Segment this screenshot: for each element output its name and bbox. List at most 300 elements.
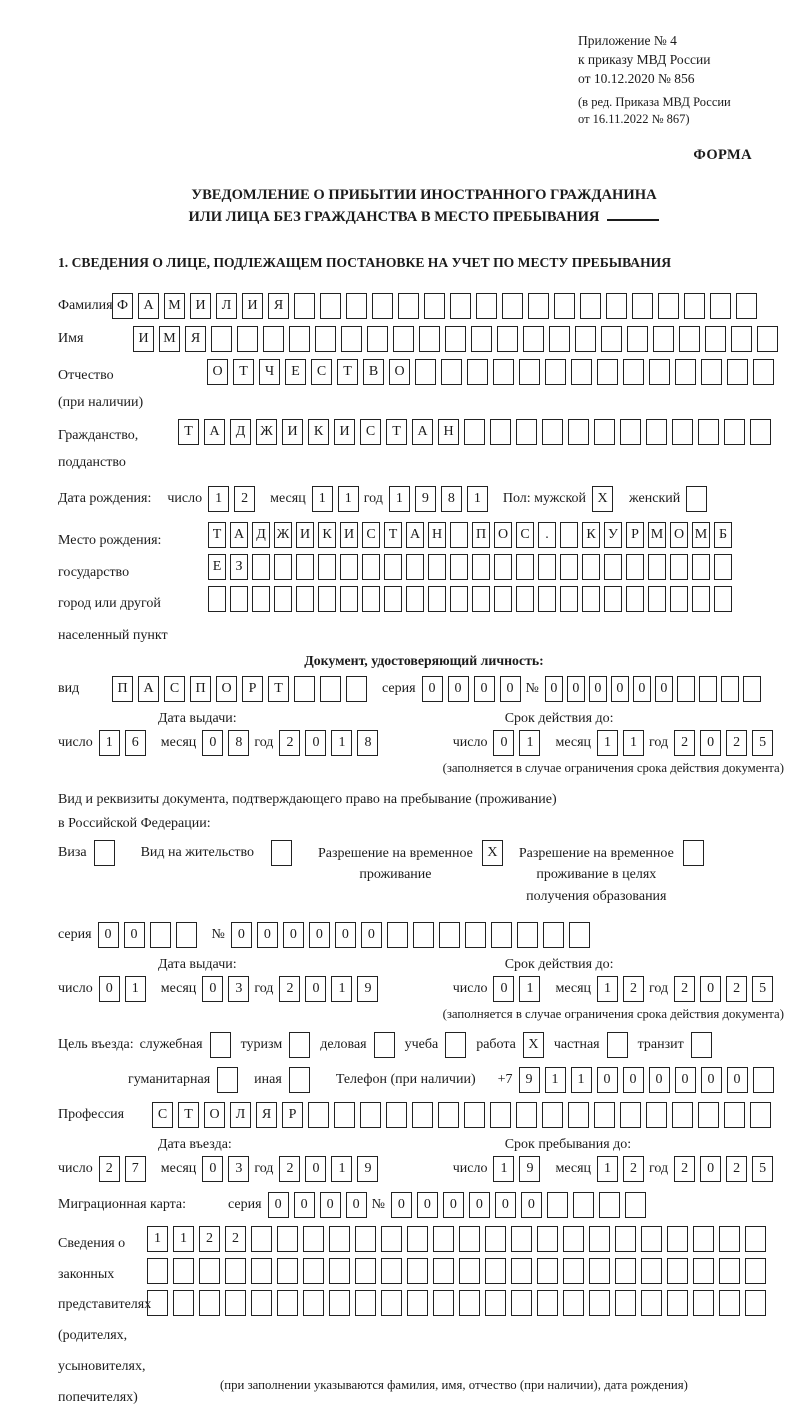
char-cell[interactable] (519, 359, 540, 385)
char-cell[interactable] (340, 586, 358, 612)
char-cell[interactable]: 1 (331, 1156, 352, 1182)
char-cell[interactable] (571, 359, 592, 385)
humanitarian-checkbox[interactable] (217, 1067, 238, 1093)
char-cell[interactable]: 1 (331, 976, 352, 1002)
char-cell[interactable] (252, 554, 270, 580)
char-cell[interactable] (277, 1290, 298, 1316)
char-cell[interactable]: И (340, 522, 358, 548)
char-cell[interactable] (173, 1290, 194, 1316)
char-cell[interactable] (485, 1290, 506, 1316)
char-cell[interactable] (537, 1226, 558, 1252)
char-cell[interactable] (575, 326, 596, 352)
char-cell[interactable] (731, 326, 752, 352)
char-cell[interactable]: П (190, 676, 211, 702)
char-cell[interactable]: М (648, 522, 666, 548)
char-cell[interactable]: 0 (567, 676, 585, 702)
char-cell[interactable] (362, 586, 380, 612)
char-cell[interactable] (641, 1226, 662, 1252)
char-cell[interactable] (274, 586, 292, 612)
char-cell[interactable] (471, 326, 492, 352)
char-cell[interactable] (563, 1290, 584, 1316)
char-cell[interactable]: И (282, 419, 303, 445)
char-cell[interactable] (320, 676, 341, 702)
char-cell[interactable]: Я (256, 1102, 277, 1128)
residence-permit-checkbox[interactable] (271, 840, 292, 866)
char-cell[interactable] (381, 1226, 402, 1252)
char-cell[interactable]: 0 (283, 922, 304, 948)
char-cell[interactable] (646, 1102, 667, 1128)
char-cell[interactable] (341, 326, 362, 352)
char-cell[interactable]: Т (337, 359, 358, 385)
char-cell[interactable] (648, 554, 666, 580)
char-cell[interactable] (589, 1290, 610, 1316)
char-cell[interactable]: 5 (752, 1156, 773, 1182)
char-cell[interactable] (538, 586, 556, 612)
char-cell[interactable] (750, 419, 771, 445)
char-cell[interactable] (568, 1102, 589, 1128)
char-cell[interactable]: 2 (234, 486, 255, 512)
char-cell[interactable]: М (164, 293, 185, 319)
char-cell[interactable] (626, 586, 644, 612)
char-cell[interactable]: 1 (312, 486, 333, 512)
char-cell[interactable]: 2 (623, 976, 644, 1002)
char-cell[interactable] (745, 1290, 766, 1316)
char-cell[interactable]: 0 (701, 1067, 722, 1093)
char-cell[interactable] (675, 359, 696, 385)
char-cell[interactable] (511, 1290, 532, 1316)
char-cell[interactable] (393, 326, 414, 352)
char-cell[interactable]: Ж (274, 522, 292, 548)
char-cell[interactable] (679, 326, 700, 352)
char-cell[interactable] (625, 1192, 646, 1218)
char-cell[interactable] (615, 1290, 636, 1316)
char-cell[interactable] (537, 1290, 558, 1316)
char-cell[interactable] (485, 1258, 506, 1284)
char-cell[interactable] (554, 293, 575, 319)
char-cell[interactable] (472, 554, 490, 580)
char-cell[interactable] (714, 586, 732, 612)
char-cell[interactable] (698, 419, 719, 445)
char-cell[interactable]: 2 (279, 730, 300, 756)
private-checkbox[interactable] (607, 1032, 628, 1058)
char-cell[interactable] (441, 359, 462, 385)
char-cell[interactable] (472, 586, 490, 612)
char-cell[interactable] (658, 293, 679, 319)
char-cell[interactable]: С (360, 419, 381, 445)
char-cell[interactable]: 1 (597, 976, 618, 1002)
char-cell[interactable]: О (389, 359, 410, 385)
char-cell[interactable]: 5 (752, 976, 773, 1002)
char-cell[interactable]: Р (626, 522, 644, 548)
char-cell[interactable] (230, 586, 248, 612)
char-cell[interactable]: 1 (493, 1156, 514, 1182)
char-cell[interactable]: К (318, 522, 336, 548)
char-cell[interactable]: 5 (752, 730, 773, 756)
char-cell[interactable]: 8 (357, 730, 378, 756)
char-cell[interactable]: 6 (125, 730, 146, 756)
char-cell[interactable]: 9 (415, 486, 436, 512)
char-cell[interactable] (251, 1290, 272, 1316)
char-cell[interactable]: Б (714, 522, 732, 548)
char-cell[interactable]: О (494, 522, 512, 548)
char-cell[interactable]: Н (438, 419, 459, 445)
char-cell[interactable] (615, 1226, 636, 1252)
char-cell[interactable] (346, 676, 367, 702)
char-cell[interactable] (251, 1226, 272, 1252)
char-cell[interactable] (632, 293, 653, 319)
char-cell[interactable]: 0 (521, 1192, 542, 1218)
study-checkbox[interactable] (445, 1032, 466, 1058)
char-cell[interactable] (589, 1226, 610, 1252)
char-cell[interactable]: 2 (674, 1156, 695, 1182)
char-cell[interactable]: О (207, 359, 228, 385)
char-cell[interactable] (641, 1290, 662, 1316)
char-cell[interactable]: 7 (125, 1156, 146, 1182)
char-cell[interactable]: И (242, 293, 263, 319)
char-cell[interactable] (516, 554, 534, 580)
char-cell[interactable] (653, 326, 674, 352)
business-checkbox[interactable] (374, 1032, 395, 1058)
char-cell[interactable]: Я (185, 326, 206, 352)
char-cell[interactable]: 0 (305, 1156, 326, 1182)
char-cell[interactable] (225, 1290, 246, 1316)
char-cell[interactable] (692, 554, 710, 580)
char-cell[interactable] (199, 1258, 220, 1284)
char-cell[interactable]: 1 (99, 730, 120, 756)
char-cell[interactable] (318, 554, 336, 580)
char-cell[interactable] (294, 676, 315, 702)
char-cell[interactable] (211, 326, 232, 352)
char-cell[interactable] (355, 1290, 376, 1316)
char-cell[interactable] (406, 554, 424, 580)
char-cell[interactable]: 0 (469, 1192, 490, 1218)
char-cell[interactable] (511, 1226, 532, 1252)
char-cell[interactable] (413, 922, 434, 948)
char-cell[interactable] (407, 1290, 428, 1316)
char-cell[interactable]: С (164, 676, 185, 702)
char-cell[interactable] (176, 922, 197, 948)
char-cell[interactable]: 0 (294, 1192, 315, 1218)
char-cell[interactable]: 0 (202, 1156, 223, 1182)
char-cell[interactable]: 2 (726, 1156, 747, 1182)
female-checkbox[interactable] (686, 486, 707, 512)
char-cell[interactable]: З (230, 554, 248, 580)
char-cell[interactable] (329, 1226, 350, 1252)
char-cell[interactable] (490, 419, 511, 445)
char-cell[interactable]: 0 (335, 922, 356, 948)
char-cell[interactable] (549, 326, 570, 352)
char-cell[interactable] (623, 359, 644, 385)
char-cell[interactable]: М (159, 326, 180, 352)
char-cell[interactable] (386, 1102, 407, 1128)
official-checkbox[interactable] (210, 1032, 231, 1058)
char-cell[interactable] (412, 1102, 433, 1128)
char-cell[interactable] (303, 1226, 324, 1252)
char-cell[interactable]: 0 (597, 1067, 618, 1093)
char-cell[interactable]: 1 (125, 976, 146, 1002)
char-cell[interactable] (569, 922, 590, 948)
char-cell[interactable] (407, 1258, 428, 1284)
char-cell[interactable] (517, 922, 538, 948)
char-cell[interactable] (450, 586, 468, 612)
char-cell[interactable]: 1 (331, 730, 352, 756)
char-cell[interactable]: 0 (346, 1192, 367, 1218)
char-cell[interactable] (724, 419, 745, 445)
char-cell[interactable] (450, 554, 468, 580)
char-cell[interactable] (263, 326, 284, 352)
char-cell[interactable]: А (412, 419, 433, 445)
char-cell[interactable] (710, 293, 731, 319)
char-cell[interactable] (459, 1258, 480, 1284)
char-cell[interactable]: А (230, 522, 248, 548)
char-cell[interactable]: Т (386, 419, 407, 445)
char-cell[interactable]: Т (178, 1102, 199, 1128)
char-cell[interactable] (753, 1067, 774, 1093)
char-cell[interactable]: А (138, 293, 159, 319)
char-cell[interactable]: 2 (99, 1156, 120, 1182)
char-cell[interactable] (705, 326, 726, 352)
char-cell[interactable] (693, 1290, 714, 1316)
char-cell[interactable]: 0 (649, 1067, 670, 1093)
char-cell[interactable] (465, 922, 486, 948)
char-cell[interactable] (698, 1102, 719, 1128)
char-cell[interactable] (289, 326, 310, 352)
char-cell[interactable] (582, 554, 600, 580)
char-cell[interactable]: Р (242, 676, 263, 702)
char-cell[interactable]: 0 (589, 676, 607, 702)
char-cell[interactable] (604, 586, 622, 612)
char-cell[interactable] (667, 1290, 688, 1316)
char-cell[interactable]: 0 (474, 676, 495, 702)
char-cell[interactable] (225, 1258, 246, 1284)
char-cell[interactable] (199, 1290, 220, 1316)
char-cell[interactable]: 9 (357, 976, 378, 1002)
char-cell[interactable] (667, 1258, 688, 1284)
char-cell[interactable]: Т (233, 359, 254, 385)
char-cell[interactable]: 0 (448, 676, 469, 702)
char-cell[interactable] (237, 326, 258, 352)
char-cell[interactable] (601, 326, 622, 352)
char-cell[interactable]: 1 (519, 730, 540, 756)
char-cell[interactable] (360, 1102, 381, 1128)
char-cell[interactable] (528, 293, 549, 319)
tourism-checkbox[interactable] (289, 1032, 310, 1058)
char-cell[interactable]: У (604, 522, 622, 548)
char-cell[interactable] (582, 586, 600, 612)
char-cell[interactable]: Н (428, 522, 446, 548)
char-cell[interactable] (445, 326, 466, 352)
char-cell[interactable] (372, 293, 393, 319)
char-cell[interactable] (516, 1102, 537, 1128)
char-cell[interactable]: 0 (493, 976, 514, 1002)
char-cell[interactable] (464, 1102, 485, 1128)
char-cell[interactable] (516, 586, 534, 612)
char-cell[interactable] (296, 586, 314, 612)
char-cell[interactable]: Т (178, 419, 199, 445)
char-cell[interactable] (573, 1192, 594, 1218)
char-cell[interactable] (381, 1258, 402, 1284)
char-cell[interactable] (721, 676, 739, 702)
char-cell[interactable] (719, 1226, 740, 1252)
char-cell[interactable]: 0 (417, 1192, 438, 1218)
char-cell[interactable]: 0 (268, 1192, 289, 1218)
char-cell[interactable] (615, 1258, 636, 1284)
char-cell[interactable] (646, 419, 667, 445)
char-cell[interactable]: И (190, 293, 211, 319)
char-cell[interactable]: Е (285, 359, 306, 385)
char-cell[interactable] (294, 293, 315, 319)
char-cell[interactable]: А (406, 522, 424, 548)
char-cell[interactable] (252, 586, 270, 612)
char-cell[interactable]: Д (230, 419, 251, 445)
char-cell[interactable] (641, 1258, 662, 1284)
char-cell[interactable]: 2 (674, 976, 695, 1002)
char-cell[interactable]: 0 (700, 1156, 721, 1182)
char-cell[interactable] (589, 1258, 610, 1284)
char-cell[interactable] (714, 554, 732, 580)
char-cell[interactable]: Р (282, 1102, 303, 1128)
char-cell[interactable]: О (670, 522, 688, 548)
char-cell[interactable] (599, 1192, 620, 1218)
char-cell[interactable]: С (516, 522, 534, 548)
char-cell[interactable] (693, 1258, 714, 1284)
char-cell[interactable]: 1 (147, 1226, 168, 1252)
char-cell[interactable]: 0 (320, 1192, 341, 1218)
temp-residence-edu-checkbox[interactable] (683, 840, 704, 866)
char-cell[interactable] (459, 1290, 480, 1316)
char-cell[interactable]: 0 (700, 730, 721, 756)
char-cell[interactable]: 3 (228, 976, 249, 1002)
char-cell[interactable]: Я (268, 293, 289, 319)
char-cell[interactable] (274, 554, 292, 580)
char-cell[interactable]: М (692, 522, 710, 548)
char-cell[interactable] (450, 522, 468, 548)
char-cell[interactable]: 8 (228, 730, 249, 756)
char-cell[interactable] (346, 293, 367, 319)
char-cell[interactable]: Ж (256, 419, 277, 445)
char-cell[interactable] (320, 293, 341, 319)
char-cell[interactable] (277, 1258, 298, 1284)
char-cell[interactable]: 0 (443, 1192, 464, 1218)
char-cell[interactable]: 0 (655, 676, 673, 702)
char-cell[interactable]: 0 (231, 922, 252, 948)
char-cell[interactable] (511, 1258, 532, 1284)
char-cell[interactable] (428, 586, 446, 612)
char-cell[interactable] (563, 1258, 584, 1284)
char-cell[interactable] (667, 1226, 688, 1252)
char-cell[interactable] (620, 419, 641, 445)
char-cell[interactable] (563, 1226, 584, 1252)
char-cell[interactable]: 1 (467, 486, 488, 512)
char-cell[interactable]: И (296, 522, 314, 548)
char-cell[interactable] (208, 586, 226, 612)
char-cell[interactable] (560, 554, 578, 580)
char-cell[interactable] (493, 359, 514, 385)
char-cell[interactable] (303, 1290, 324, 1316)
char-cell[interactable] (381, 1290, 402, 1316)
char-cell[interactable]: Л (230, 1102, 251, 1128)
char-cell[interactable] (672, 1102, 693, 1128)
char-cell[interactable] (580, 293, 601, 319)
char-cell[interactable]: О (204, 1102, 225, 1128)
char-cell[interactable]: 2 (199, 1226, 220, 1252)
char-cell[interactable]: 2 (225, 1226, 246, 1252)
char-cell[interactable] (406, 586, 424, 612)
char-cell[interactable] (485, 1226, 506, 1252)
char-cell[interactable]: 8 (441, 486, 462, 512)
char-cell[interactable]: С (311, 359, 332, 385)
char-cell[interactable]: 9 (519, 1067, 540, 1093)
char-cell[interactable] (736, 293, 757, 319)
char-cell[interactable]: 0 (422, 676, 443, 702)
char-cell[interactable] (439, 922, 460, 948)
work-checkbox[interactable]: X (523, 1032, 544, 1058)
char-cell[interactable] (303, 1258, 324, 1284)
char-cell[interactable]: 2 (279, 1156, 300, 1182)
char-cell[interactable]: 9 (357, 1156, 378, 1182)
char-cell[interactable] (727, 359, 748, 385)
char-cell[interactable]: О (216, 676, 237, 702)
char-cell[interactable]: 0 (700, 976, 721, 1002)
char-cell[interactable] (626, 554, 644, 580)
char-cell[interactable] (251, 1258, 272, 1284)
char-cell[interactable] (701, 359, 722, 385)
char-cell[interactable]: 0 (727, 1067, 748, 1093)
char-cell[interactable]: Е (208, 554, 226, 580)
char-cell[interactable]: 0 (124, 922, 145, 948)
char-cell[interactable] (497, 326, 518, 352)
char-cell[interactable]: 0 (202, 730, 223, 756)
char-cell[interactable]: П (472, 522, 490, 548)
char-cell[interactable] (490, 1102, 511, 1128)
char-cell[interactable] (433, 1258, 454, 1284)
char-cell[interactable]: 1 (173, 1226, 194, 1252)
char-cell[interactable]: 0 (495, 1192, 516, 1218)
char-cell[interactable]: 1 (338, 486, 359, 512)
char-cell[interactable] (329, 1290, 350, 1316)
char-cell[interactable]: 1 (597, 730, 618, 756)
char-cell[interactable] (745, 1258, 766, 1284)
char-cell[interactable] (693, 1226, 714, 1252)
char-cell[interactable] (684, 293, 705, 319)
char-cell[interactable] (648, 586, 666, 612)
char-cell[interactable] (692, 586, 710, 612)
char-cell[interactable] (464, 419, 485, 445)
char-cell[interactable]: 0 (305, 730, 326, 756)
char-cell[interactable]: Т (208, 522, 226, 548)
male-checkbox[interactable]: X (592, 486, 613, 512)
char-cell[interactable]: И (133, 326, 154, 352)
other-checkbox[interactable] (289, 1067, 310, 1093)
char-cell[interactable] (568, 419, 589, 445)
char-cell[interactable] (604, 554, 622, 580)
char-cell[interactable]: 1 (597, 1156, 618, 1182)
char-cell[interactable] (606, 293, 627, 319)
char-cell[interactable]: 2 (726, 730, 747, 756)
transit-checkbox[interactable] (691, 1032, 712, 1058)
char-cell[interactable]: 0 (361, 922, 382, 948)
char-cell[interactable]: С (362, 522, 380, 548)
char-cell[interactable] (419, 326, 440, 352)
char-cell[interactable] (543, 922, 564, 948)
char-cell[interactable] (384, 554, 402, 580)
char-cell[interactable] (334, 1102, 355, 1128)
char-cell[interactable] (542, 419, 563, 445)
char-cell[interactable]: С (152, 1102, 173, 1128)
char-cell[interactable] (724, 1102, 745, 1128)
char-cell[interactable] (415, 359, 436, 385)
char-cell[interactable]: . (538, 522, 556, 548)
